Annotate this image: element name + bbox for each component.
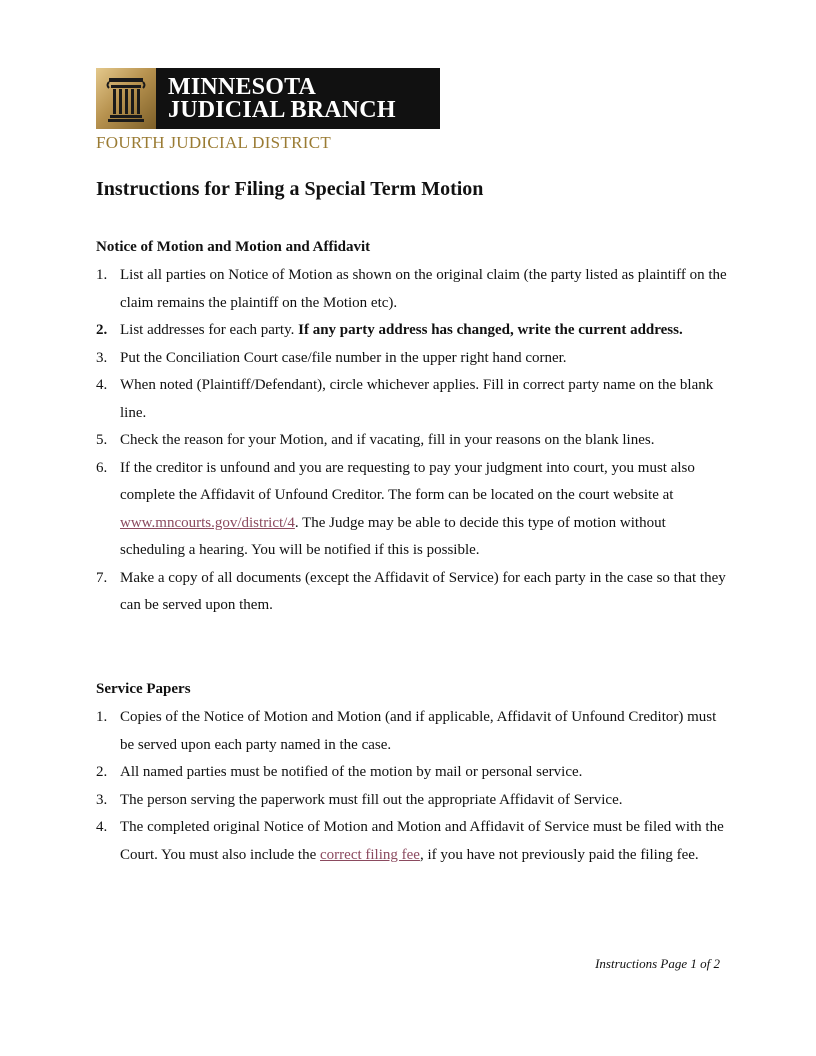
logo-wordmark <box>168 73 396 123</box>
list-item-number: 7. <box>96 569 108 586</box>
list-item-text: If the creditor is unfound and you are requesting to pay your judgment into court, you must also complete the Affidavit of Unfound Creditor. The form can be located on the court website at <box>120 459 695 503</box>
list-item-text: All named parties must be notified of the motion by mail or personal service. <box>120 764 583 780</box>
list-item-number: 1. <box>96 267 108 283</box>
list-item-text: The completed original Notice of Motion and Motion and Affidavit of Service must be filed with the Court. You must also include the <box>120 819 724 863</box>
minnesota-judicial-branch-logo <box>96 68 440 129</box>
list-item-number: 4. <box>96 377 108 393</box>
list-item-text: When noted (Plaintiff/Defendant), circle whichever applies. Fill in correct party name on the blank line. <box>120 377 714 421</box>
list-item <box>96 427 728 455</box>
list-item <box>96 814 728 869</box>
logo-line-2: JUDICIAL BRANCH <box>168 96 396 123</box>
list-item-text: Put the Conciliation Court case/file number in the upper right hand corner. <box>120 349 567 366</box>
courthouse-pillar-icon <box>96 68 156 129</box>
list-item-number: 3. <box>96 791 108 808</box>
list-item-text: Make a copy of all documents (except the Affidavit of Service) for each party in the case so that they can be served upon them. <box>120 569 726 613</box>
list-item-number: 6. <box>96 459 108 476</box>
list-item <box>96 262 728 317</box>
list-item-number: 3. <box>96 349 108 366</box>
list-item-text-continued: . The Judge may be able to decide this type of motion without scheduling a hearing. You will be notified if this is possible. <box>120 514 666 558</box>
list-item <box>96 787 728 815</box>
district-name: FOURTH JUDICIAL DISTRICT <box>96 133 332 152</box>
list-item-number: 1. <box>96 709 108 725</box>
correct-filing-fee-link[interactable]: correct filing fee <box>320 846 420 863</box>
list-item <box>96 565 728 620</box>
list-item <box>96 704 728 759</box>
mncourts-website-link[interactable]: www.mncourts.gov/district/4 <box>120 514 295 531</box>
list-item <box>96 372 728 427</box>
list-item-number: 2. <box>96 764 108 780</box>
page-title: Instructions for Filing a Special Term Motion <box>96 178 484 200</box>
list-item <box>96 345 728 373</box>
notice-of-motion-list <box>96 262 728 620</box>
section-heading-notice-of-motion: Notice of Motion and Motion and Affidavit <box>96 239 371 255</box>
list-item-number: 5. <box>96 432 108 448</box>
list-item-number: 4. <box>96 819 108 835</box>
list-item-number: 2. <box>96 322 108 338</box>
list-item-text: List addresses for each party. <box>120 322 295 338</box>
service-papers-list <box>96 704 728 869</box>
list-item <box>96 759 728 787</box>
section-heading-service-papers: Service Papers <box>96 681 191 697</box>
list-item-text: Copies of the Notice of Motion and Motion (and if applicable, Affidavit of Unfound Creditor) must be served upon each party named in the case. <box>120 709 717 753</box>
list-item-text: The person serving the paperwork must fill out the appropriate Affidavit of Service. <box>120 791 623 808</box>
list-item <box>96 455 728 565</box>
list-item-emphasis: If any party address has changed, write the current address. <box>298 322 683 338</box>
page-footer: Instructions Page 1 of 2 <box>595 956 720 971</box>
logo-line-1: MINNESOTA <box>168 73 317 100</box>
list-item <box>96 317 728 345</box>
list-item-text: List all parties on Notice of Motion as shown on the original claim (the party listed as plaintiff on the claim remains the plaintiff on the Motion etc). <box>120 267 727 311</box>
list-item-text-continued: , if you have not previously paid the filing fee. <box>419 846 699 863</box>
list-item-text: Check the reason for your Motion, and if vacating, fill in your reasons on the blank lines. <box>120 432 655 448</box>
